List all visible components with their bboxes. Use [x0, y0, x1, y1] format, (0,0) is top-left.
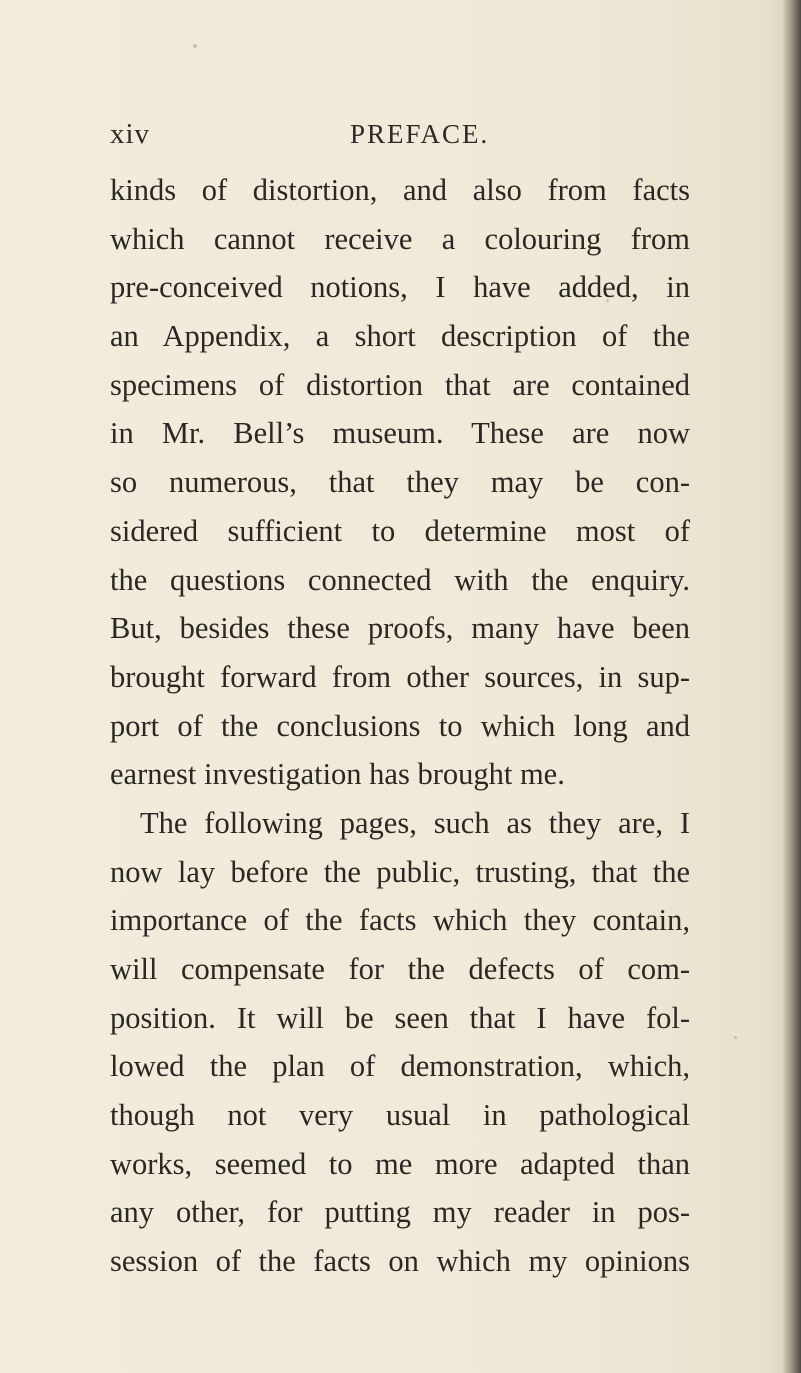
text-line: kinds of distortion, and also from facts [110, 173, 690, 207]
text-line: works, seemed to me more adapted than [110, 1146, 690, 1181]
text-line: session of the facts on which my opinions [110, 1244, 690, 1279]
text-line: But, besides these proofs, many have been [110, 611, 690, 646]
paragraph-end-line: earnest investigation has brought me. [110, 757, 565, 792]
text-line: will compensate for the defects of com- [110, 952, 690, 986]
text-line: importance of the facts which they contain, [110, 903, 690, 938]
text-line: the questions connected with the enquiry. [110, 562, 690, 597]
text-line: which cannot receive a colouring from [110, 221, 690, 256]
running-head: PREFACE. [350, 119, 490, 149]
page-header [110, 114, 690, 154]
text-line: position. It will be seen that I have fol- [110, 1000, 690, 1035]
text-line: lowed the plan of demonstration, which, [110, 1049, 690, 1084]
text-line: so numerous, that they may be con- [110, 465, 690, 500]
text-line: an Appendix, a short description of the [110, 319, 690, 354]
page-number: xiv [110, 118, 151, 150]
body-text [110, 166, 690, 1286]
paper-speck [193, 44, 197, 48]
text-line: pre-conceived notions, I have added, in [110, 270, 690, 305]
text-line: port of the conclusions to which long and [110, 708, 690, 743]
text-line: though not very usual in pathological [110, 1098, 690, 1133]
text-line: sidered sufficient to determine most of [110, 513, 690, 548]
paragraph-start-line: The following pages, such as they are, I [140, 805, 690, 840]
text-line: any other, for putting my reader in pos- [110, 1195, 690, 1230]
page-binding-shadow [783, 0, 801, 1373]
text-line: in Mr. Bell’s museum. These are now [110, 416, 690, 451]
paper-speck [734, 1036, 737, 1039]
text-line: brought forward from other sources, in sup- [110, 659, 690, 694]
text-line: specimens of distortion that are contained [110, 367, 690, 402]
text-line: now lay before the public, trusting, that the [110, 854, 690, 889]
